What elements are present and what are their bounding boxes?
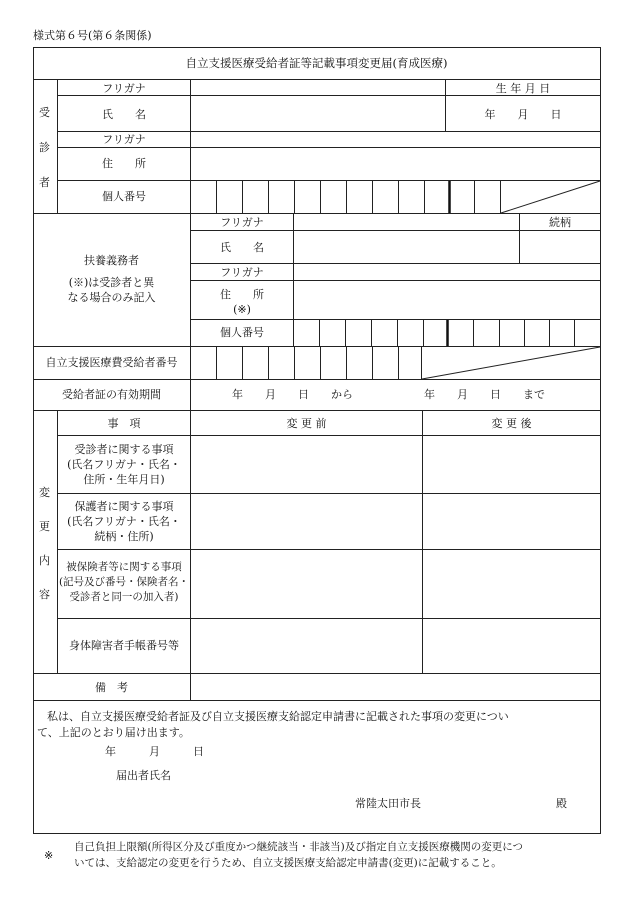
- row-detail: 続柄・住所): [94, 530, 154, 543]
- patient-label-char: 診: [39, 141, 50, 154]
- changes-label-char: 内: [39, 554, 50, 567]
- declaration-line-1: 私は、自立支援医療受給者証及び自立支援医療支給認定申請書に記載された事項の変更につい: [47, 710, 509, 723]
- row-title: 被保険者等に関する事項: [66, 561, 182, 573]
- row-detail: 住所・生年月日): [83, 473, 165, 486]
- patient-furigana2-label: フリガナ: [102, 133, 146, 146]
- validity-to: 年 月 日 まで: [424, 388, 545, 401]
- form-title: 自立支援医療受給者証等記載事項変更届(育成医療): [185, 56, 448, 70]
- row-detail: (記号及び番号・保険者名・: [58, 576, 190, 588]
- applicant-name-label: 届出者氏名: [116, 769, 171, 782]
- patient-name-label: 氏 名: [102, 108, 146, 121]
- patient-personal-number-label: 個人番号: [102, 190, 146, 203]
- patient-label-char: 受: [39, 106, 50, 119]
- guardian-personal-number-label: 個人番号: [220, 326, 264, 339]
- form-number: 様式第６号(第６条関係): [33, 29, 152, 42]
- changes-label-char: 更: [39, 520, 50, 533]
- guardian-relation-input[interactable]: [520, 231, 600, 263]
- row-title: 受診者に関する事項: [74, 443, 174, 456]
- guardian-address-note: (※): [233, 303, 251, 316]
- honorific: 殿: [556, 797, 567, 810]
- col-before-header: 変 更 前: [286, 417, 327, 430]
- patient-label-char: 者: [39, 176, 50, 189]
- validity-from: 年 月 日 から: [232, 388, 353, 401]
- guardian-address-label: 住 所: [220, 288, 264, 301]
- remarks-label: 備 考: [95, 681, 128, 694]
- footnote-line-2: いては、支給認定の変更を行うため、自立支援医療支給認定申請書(変更)に記載すること。: [74, 857, 502, 869]
- col-item-header: 事 項: [107, 417, 141, 430]
- patient-name-input[interactable]: [191, 96, 445, 131]
- declaration-line-2: て、上記のとおり届け出ます。: [37, 726, 190, 739]
- footnote-line-1: 自己負担上限額(所得区分及び重度かつ継続該当・非該当)及び指定自立支援医療機関の変更につ: [74, 841, 523, 853]
- guardian-furigana-label: フリガナ: [220, 216, 264, 229]
- row-detail: 受診者と同一の加入者): [69, 591, 179, 603]
- row-title: 身体障害者手帳番号等: [69, 639, 179, 652]
- changes-label-char: 容: [39, 588, 50, 601]
- guardian-label: 扶養義務者: [84, 254, 139, 267]
- guardian-relation-label: 続柄: [549, 216, 571, 229]
- footnote-mark: ※: [44, 849, 54, 862]
- patient-address-label: 住 所: [102, 157, 146, 170]
- row-detail: (氏名フリガナ・氏名・: [67, 515, 181, 528]
- guardian-name-input[interactable]: [294, 231, 519, 263]
- validity-label: 受給者証の有効期間: [62, 388, 161, 401]
- col-after-header: 変 更 後: [491, 417, 532, 430]
- birthdate-fields: 年 月 日: [484, 108, 562, 121]
- declaration-date: 年 月 日: [105, 745, 204, 758]
- change-before-input[interactable]: [191, 436, 422, 673]
- birthdate-label: 生 年 月 日: [495, 82, 551, 95]
- change-after-input[interactable]: [423, 436, 600, 673]
- recipient-number-label: 自立支援医療費受給者番号: [45, 356, 178, 369]
- guardian-address-input[interactable]: [294, 281, 600, 319]
- guardian-name-label: 氏 名: [220, 241, 264, 254]
- patient-furigana-label: フリガナ: [102, 82, 146, 95]
- changes-label-char: 変: [39, 486, 50, 499]
- guardian-note-1: (※)は受診者と異: [68, 276, 155, 289]
- guardian-furigana2-label: フリガナ: [220, 266, 264, 279]
- remarks-input[interactable]: [191, 674, 600, 700]
- patient-address-input[interactable]: [191, 148, 600, 180]
- addressee: 常陸太田市長: [355, 797, 421, 810]
- row-detail: (氏名フリガナ・氏名・: [67, 458, 181, 471]
- row-title: 保護者に関する事項: [74, 500, 174, 513]
- guardian-note-2: なる場合のみ記入: [67, 291, 156, 304]
